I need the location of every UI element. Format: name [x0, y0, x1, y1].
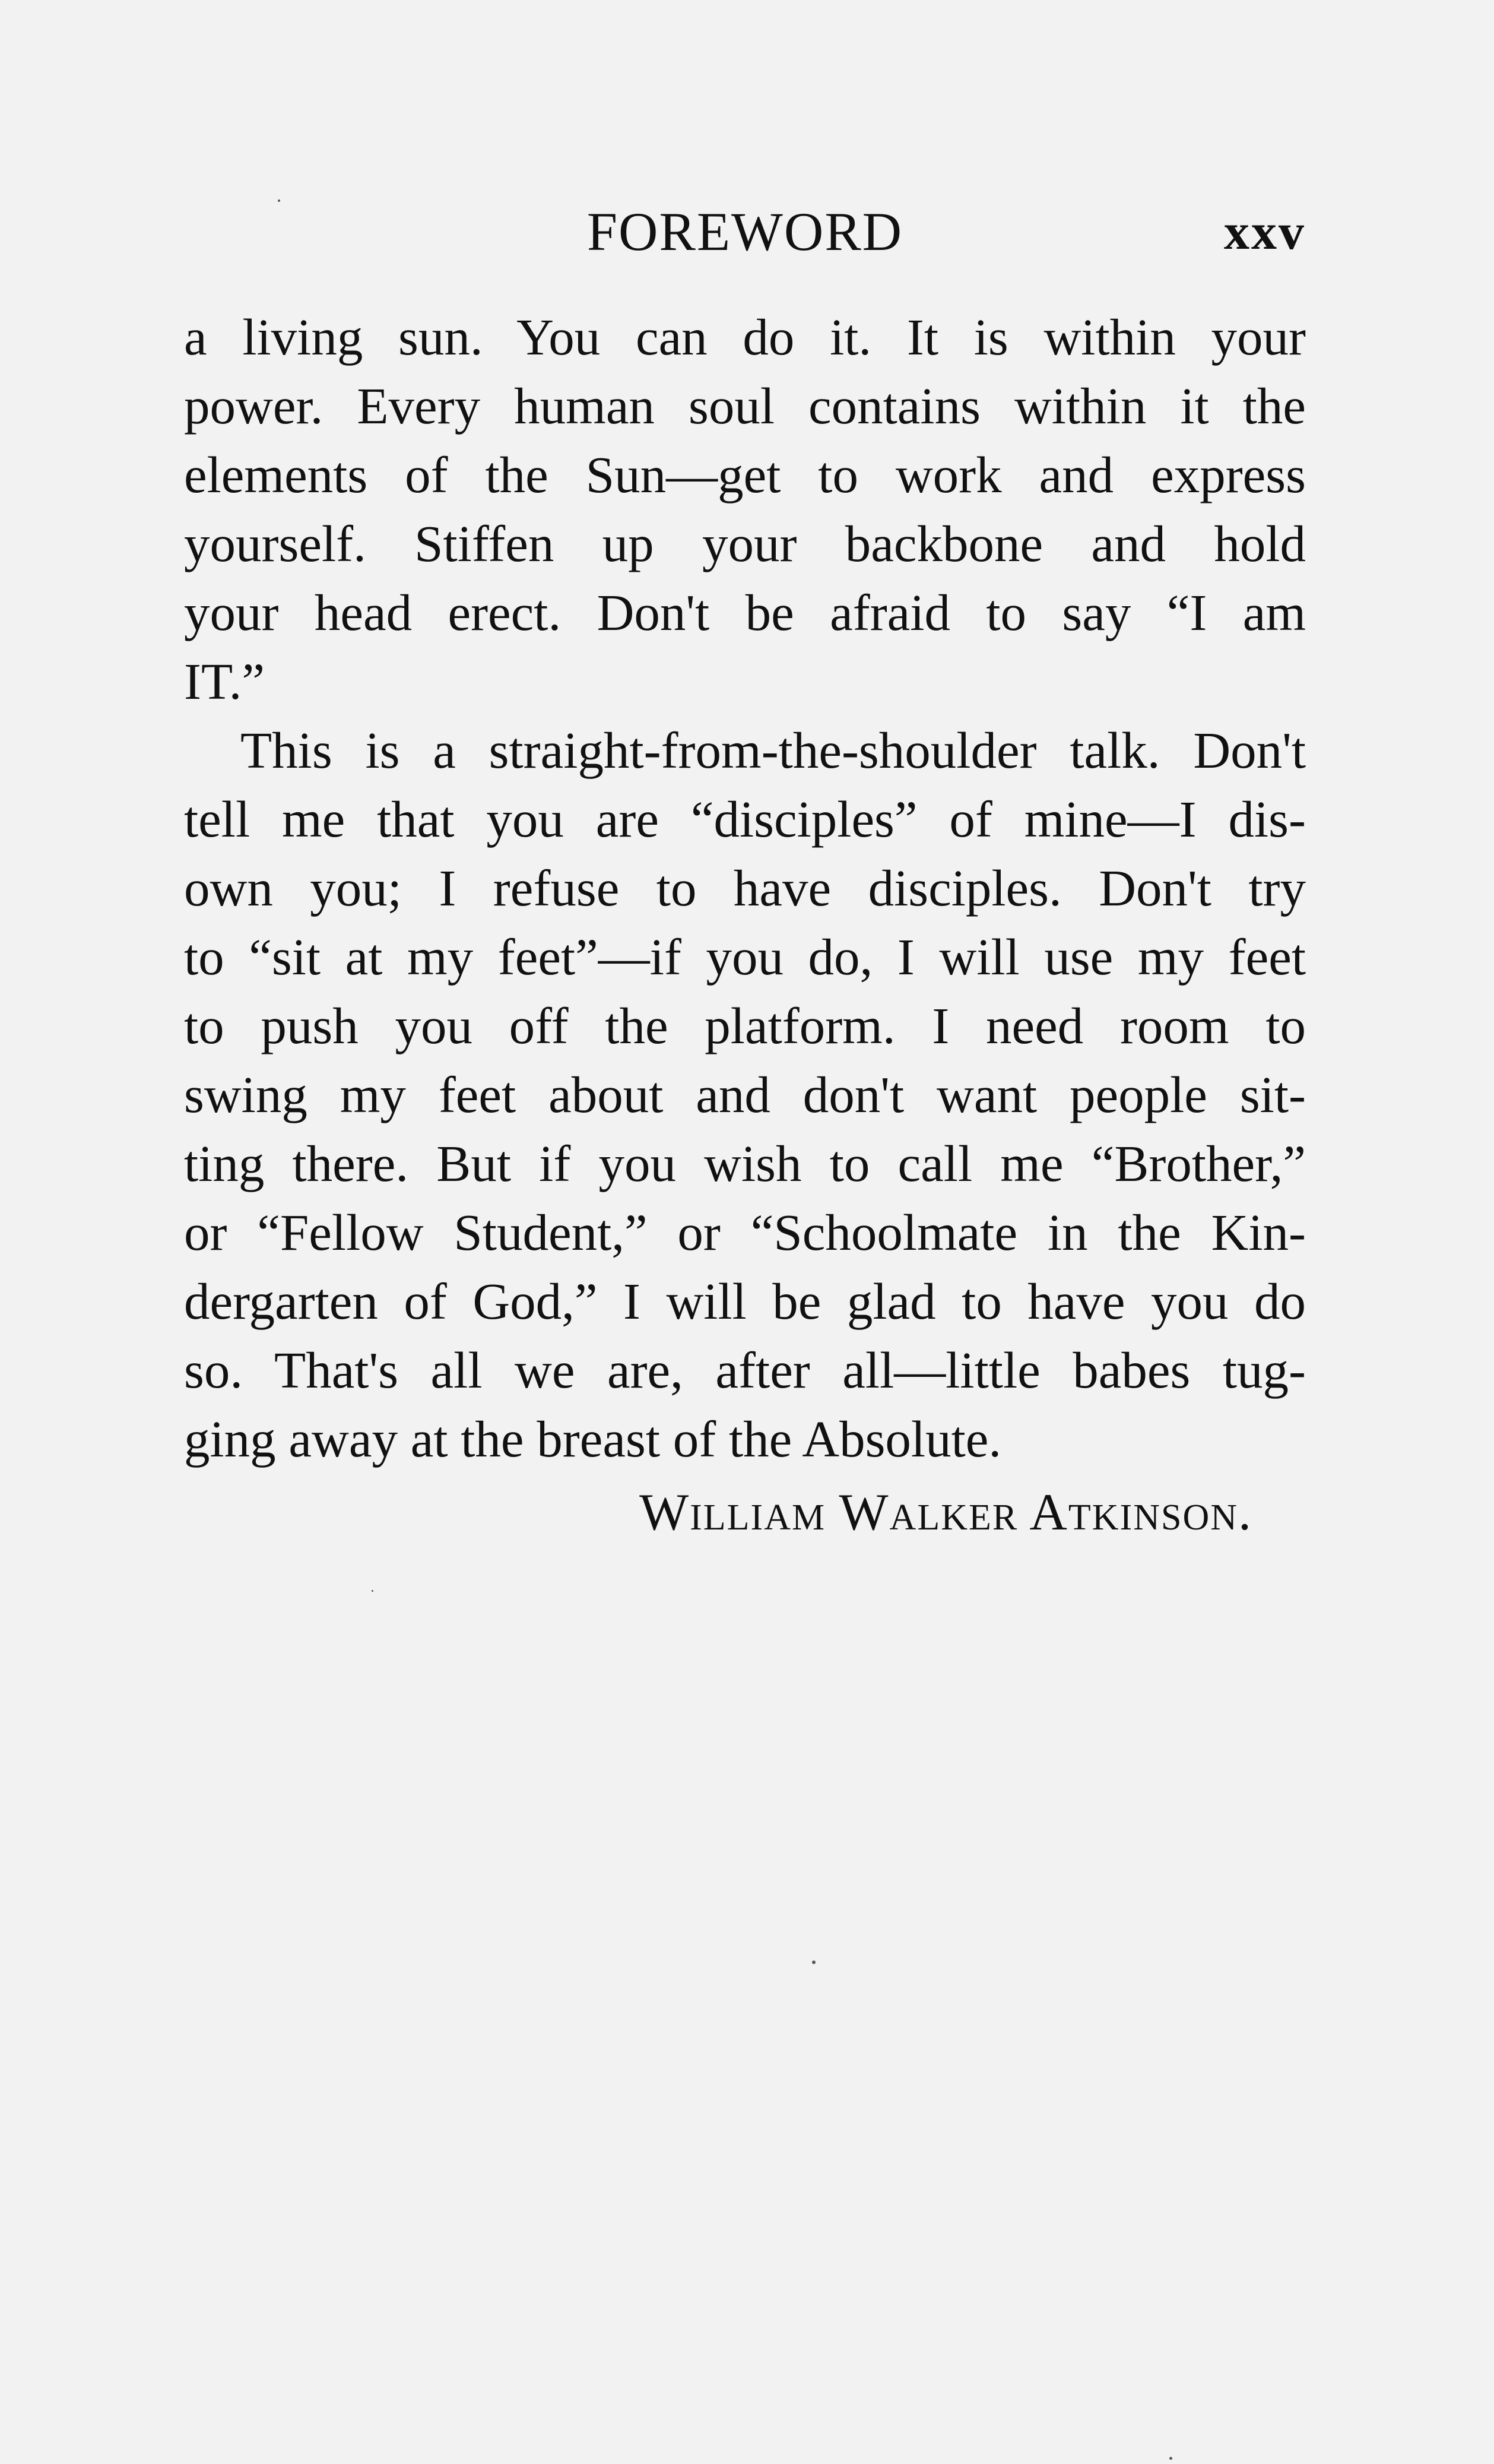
- text-line: or “Fellow Student,” or “Schoolmate in the Kin-: [184, 1204, 1306, 1261]
- text-line: to push you off the platform. I need room to: [184, 997, 1306, 1054]
- text-line: This is a straight-from-the-shoulder talk. Don't: [240, 721, 1306, 779]
- body-text: [184, 303, 1306, 1474]
- scan-speck: [812, 1961, 816, 1964]
- text-line: dergarten of God,” I will be glad to have you do: [184, 1272, 1306, 1330]
- text-line: swing my feet about and don't want people sit-: [184, 1066, 1306, 1123]
- running-head: [184, 196, 1306, 267]
- text-line: IT.”: [184, 653, 265, 710]
- text-line: yourself. Stiffen up your backbone and hold: [184, 515, 1306, 572]
- text-line: power. Every human soul contains within it the: [184, 377, 1306, 435]
- text-line: a living sun. You can do it. It is within your: [184, 308, 1306, 366]
- text-line: elements of the Sun—get to work and express: [184, 446, 1306, 503]
- author-signature: William Walker Atkinson.: [639, 1484, 1252, 1541]
- text-line: to “sit at my feet”—if you do, I will use my feet: [184, 928, 1306, 986]
- text-line: ging away at the breast of the Absolute.: [184, 1410, 1002, 1468]
- paragraph: [184, 716, 1306, 1474]
- paragraph: [184, 303, 1306, 716]
- text-line: own you; I refuse to have disciples. Don't try: [184, 859, 1306, 917]
- text-line: so. That's all we are, after all—little babes tug-: [184, 1341, 1306, 1399]
- text-line: your head erect. Don't be afraid to say “I am: [184, 584, 1306, 641]
- scan-speck: [1169, 2457, 1172, 2460]
- scan-speck: [372, 1590, 373, 1592]
- chapter-title: FOREWORD: [586, 201, 903, 262]
- page-number: xxv: [1224, 203, 1306, 260]
- scan-speck: [278, 199, 280, 202]
- text-line: tell me that you are “disciples” of mine—I dis-: [184, 790, 1306, 848]
- text-line: ting there. But if you wish to call me “Brother,”: [184, 1135, 1306, 1192]
